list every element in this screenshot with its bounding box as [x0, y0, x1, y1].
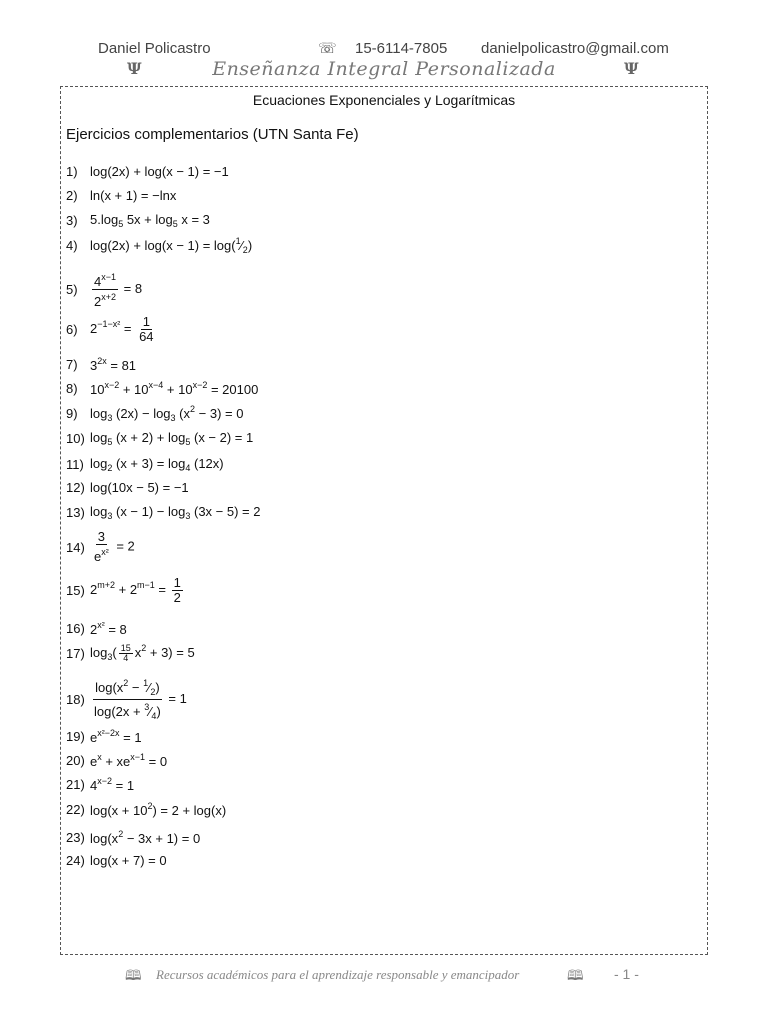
exercise-number: 20)	[66, 753, 85, 768]
exercise-number: 17)	[66, 645, 85, 661]
exercise-item	[66, 752, 167, 769]
exercise-equation: $\log_2 (x + 3) = \log_4 (12x)$	[90, 456, 224, 473]
exercise-number: 10)	[66, 431, 85, 446]
exercise-number: 4)	[66, 238, 78, 253]
exercise-number: 9)	[66, 406, 78, 421]
exercise-number: 14)	[66, 539, 85, 555]
exercise-equation: $2^{x^2} = 8$	[90, 620, 127, 637]
exercise-item	[66, 801, 226, 818]
exercise-equation: $3^{2x} = 81$	[90, 356, 137, 373]
exercise-item	[66, 853, 167, 868]
exercise-item	[66, 576, 185, 605]
page-number: - 1 -	[614, 966, 639, 982]
exercise-equation: log(10x − 5) = −1	[90, 480, 189, 495]
exercise-number: 16)	[66, 621, 85, 636]
exercise-equation: $10^{x-2} + 10^{x-4} + 10^{x-2} = 20100$	[90, 380, 259, 397]
psi-icon: Ψ	[624, 59, 639, 78]
header-brand	[0, 58, 768, 84]
exercise-item	[66, 315, 158, 344]
phone-number: 15-6114-7805	[355, 40, 448, 57]
book-icon: 🕮	[125, 967, 142, 983]
book-icon: 🕮	[567, 967, 584, 983]
exercise-item	[66, 504, 260, 521]
exercise-equation: $2^{-1-x^2}$ = $\frac{1}{64}$	[90, 314, 154, 344]
exercise-number: 7)	[66, 357, 78, 372]
exercise-equation: $\log(2x) + \log(x - 1) = \log(^1⁄_2)$	[90, 236, 253, 255]
document-subtitle: Ejercicios complementarios (UTN Santa Fe)	[66, 126, 359, 143]
exercise-item	[66, 430, 253, 447]
exercise-item	[66, 188, 176, 203]
document-title: Ecuaciones Exponenciales y Logarítmicas	[252, 92, 516, 108]
exercise-number: 18)	[66, 692, 85, 707]
exercise-number: 3)	[66, 213, 78, 228]
exercise-number: 8)	[66, 381, 78, 396]
exercise-item	[66, 643, 195, 663]
brand-title: Enseñanza Integral Personalizada	[212, 58, 556, 80]
exercise-item	[66, 530, 135, 564]
header-contact	[0, 40, 768, 60]
exercise-number: 5)	[66, 282, 78, 297]
exercise-item	[66, 728, 142, 745]
exercise-item	[66, 164, 229, 179]
exercise-item	[66, 380, 258, 397]
exercise-equation: $5.\log_5$ $5x + \log_5 x = 3$	[90, 212, 210, 229]
exercise-equation: $4^{x-2} = 1$	[90, 776, 135, 793]
exercise-equation: $\frac{\log(x^2 - ^1⁄_2)}{\log(2x + ^3⁄_4)}$ = 1	[94, 678, 187, 721]
exercise-item	[66, 620, 127, 637]
email-address: danielpolicastro@gmail.com	[481, 40, 669, 57]
exercise-number: 21)	[66, 777, 85, 792]
exercise-number: 12)	[66, 480, 85, 495]
exercise-item	[66, 776, 134, 793]
exercise-equation: $e^{x^2-2x} = 1$	[90, 728, 142, 745]
exercise-number: 11)	[66, 457, 84, 472]
exercise-equation: log(2x) + log(x − 1) = −1	[90, 164, 229, 179]
psi-icon: Ψ	[127, 59, 142, 78]
exercise-number: 24)	[66, 853, 85, 868]
exercise-equation: $\log_3$( $\frac{15}{4}$ $x^2 + 3) = 5$	[90, 643, 195, 664]
exercise-number: 13)	[66, 505, 85, 520]
exercise-item	[66, 270, 142, 309]
exercise-item	[66, 356, 136, 373]
exercise-equation: $\frac{3}{e^{x^2}}$ = 2	[94, 529, 135, 564]
page-footer	[0, 966, 768, 986]
exercise-equation: ln(x + 1) = −lnx	[90, 188, 177, 203]
exercise-equation: $2^{m+2} + 2^{m-1}$ = $\frac{1}{2}$	[90, 575, 181, 605]
exercise-number: 1)	[66, 164, 78, 179]
exercise-item	[66, 212, 210, 229]
exercise-equation: $\log(x + 10^2) = 2 + \log(x)$	[90, 801, 227, 818]
exercise-number: 19)	[66, 729, 85, 744]
exercise-item	[66, 456, 224, 473]
exercise-equation: $\log(x^2 - 3x + 1) = 0$	[90, 829, 201, 846]
exercise-number: 2)	[66, 188, 78, 203]
exercise-item	[66, 404, 243, 423]
exercise-equation: $\log_5 (x + 2) + \log_5 (x - 2) = 1$	[90, 430, 254, 447]
exercise-equation: $e^x + xe^{x-1} = 0$	[90, 752, 168, 769]
exercise-equation: $\frac{4^{x-1}}{2^{x+2}}$ = 8	[94, 272, 143, 309]
exercise-equation: $\log_3 (2x) - \log_3 (x^2 - 3) = 0$	[90, 404, 244, 423]
exercise-number: 22)	[66, 802, 85, 817]
exercise-item	[66, 676, 187, 723]
author-name: Daniel Policastro	[98, 40, 211, 57]
exercise-equation: $\log_3 (x - 1) - \log_3 (3x - 5) = 2$	[90, 504, 261, 521]
exercise-equation: log(x + 7) = 0	[90, 853, 167, 868]
exercise-number: 23)	[66, 830, 85, 845]
exercise-number: 6)	[66, 322, 78, 337]
exercise-item	[66, 480, 189, 495]
exercise-item	[66, 829, 200, 846]
exercise-number: 15)	[66, 583, 85, 598]
footer-text: Recursos académicos para el aprendizaje responsable y emancipador	[156, 967, 520, 982]
exercise-item	[66, 236, 252, 255]
telephone-icon: ☏	[318, 40, 337, 57]
